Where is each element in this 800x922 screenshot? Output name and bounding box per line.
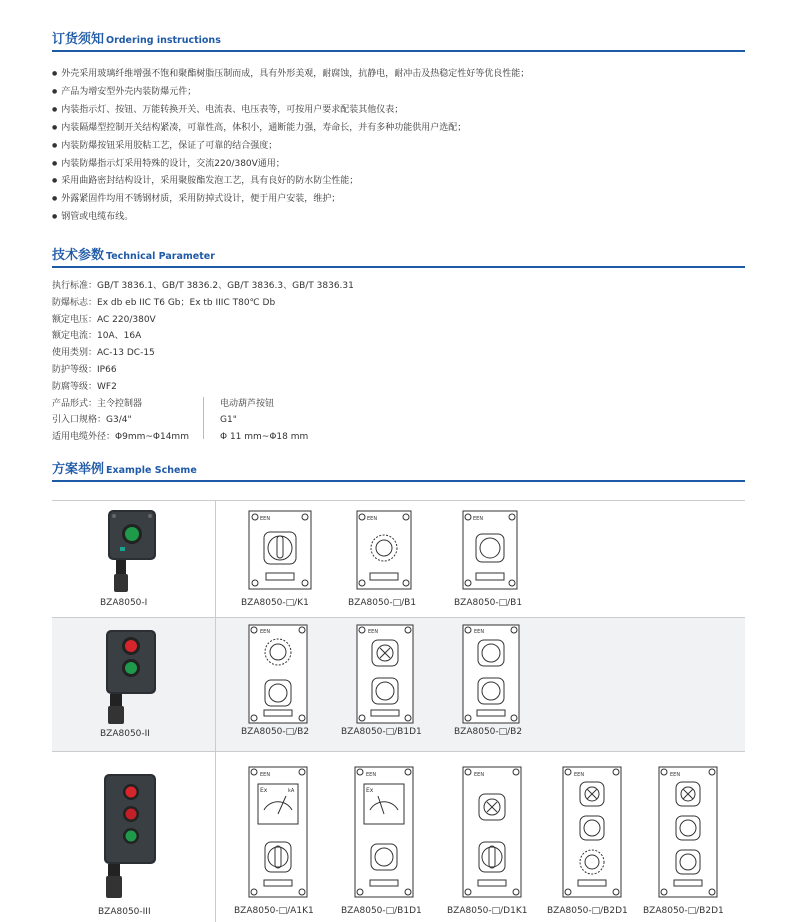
cable-gland-icon xyxy=(110,694,122,708)
param-label: 防腐等级： xyxy=(52,381,98,392)
panel-b2-drawing xyxy=(462,624,520,724)
logo-text: EEN xyxy=(366,772,377,778)
list-item: ● 内装指示灯、按钮、万能转换开关、电流表、电压表等，可按用户要求配装其他仪表； xyxy=(52,102,752,120)
technical-section-header xyxy=(52,246,745,268)
red-button-icon xyxy=(126,809,137,820)
screw-icon xyxy=(112,514,116,518)
cable-gland-icon xyxy=(108,864,120,878)
param-value-2: 电动葫芦按钮 xyxy=(220,398,275,409)
param-label: 使用类别： xyxy=(52,348,98,359)
panel-caption: BZA8050-□/B2 xyxy=(454,727,523,737)
green-button-icon xyxy=(126,831,137,842)
scheme-title-en: Example Scheme xyxy=(106,465,197,476)
scheme-table xyxy=(52,500,745,922)
ordering-section-header xyxy=(52,30,745,52)
param-value-2: G1" xyxy=(220,415,237,426)
scheme-title-cn: 方案举例 xyxy=(52,462,105,477)
panel-b2-drawing xyxy=(248,624,308,724)
param-row xyxy=(52,412,752,429)
panel-caption: BZA8050-□/K1 xyxy=(241,598,309,608)
panel-caption: BZA8050-□/B2D1 xyxy=(547,906,628,916)
param-value: AC 220/380V xyxy=(97,314,156,325)
param-value: 10A、16A xyxy=(97,331,142,342)
logo-text: EEN xyxy=(574,772,585,778)
panel-b1d1-drawing xyxy=(356,624,414,724)
param-value: Φ9mm~Φ14mm xyxy=(115,432,189,443)
panel-b2d1-drawing xyxy=(658,766,718,898)
param-value: IP66 xyxy=(97,364,117,375)
param-label: 产品形式： xyxy=(52,398,98,409)
ordering-title-cn: 订货须知 xyxy=(52,32,105,47)
green-button-icon xyxy=(125,527,139,541)
panel-caption: BZA8050-□/B1 xyxy=(348,598,417,608)
cable-gland-icon xyxy=(116,560,126,574)
panel-a1k1-drawing xyxy=(248,766,308,898)
panel-b1-drawing xyxy=(356,510,412,590)
cable-gland-icon xyxy=(106,876,122,898)
technical-title-cn: 技术参数 xyxy=(52,248,105,263)
panel-b2d1-drawing xyxy=(562,766,622,898)
enclosure-1-photo xyxy=(104,508,162,596)
technical-title-en: Technical Parameter xyxy=(106,251,215,262)
logo-text: EEN xyxy=(473,516,484,522)
logo-text: EEN xyxy=(260,516,271,522)
panel-caption: BZA8050-□/B1D1 xyxy=(341,727,422,737)
logo-text: EEN xyxy=(368,629,379,635)
list-item: ● 钢管或电缆布线。 xyxy=(52,209,752,227)
panel-caption: BZA8050-□/B1D1 xyxy=(341,906,422,916)
meter-unit: kA xyxy=(288,788,295,794)
param-label: 额定电流： xyxy=(52,331,98,342)
param-row xyxy=(52,312,752,329)
param-value: G3/4" xyxy=(106,415,132,426)
enclosure-2-photo xyxy=(102,628,162,728)
param-value: GB/T 3836.1、GB/T 3836.2、GB/T 3836.3、GB/T 3836.31 xyxy=(97,281,354,291)
param-value: WF2 xyxy=(97,381,117,392)
panel-caption: BZA8050-□/D1K1 xyxy=(447,906,528,916)
param-value: Ex db eb IIC T6 Gb；Ex tb IIIC T80℃ Db xyxy=(97,297,276,308)
ordering-title-en: Ordering instructions xyxy=(106,35,221,46)
panel-caption: BZA8050-□/B2D1 xyxy=(643,906,724,916)
param-row xyxy=(52,396,752,413)
red-indicator-icon xyxy=(126,787,137,798)
param-label: 执行标准： xyxy=(52,281,98,291)
meter-label: Ex xyxy=(366,787,374,794)
panel-caption: BZA8050-□/B1 xyxy=(454,598,523,608)
param-row xyxy=(52,328,752,345)
scheme-column-divider xyxy=(215,500,216,922)
param-value-2: Φ 11 mm~Φ18 mm xyxy=(220,432,309,443)
enclosure-3-photo xyxy=(100,772,162,904)
param-row xyxy=(52,345,752,362)
param-label: 引入口规格： xyxy=(52,415,107,426)
product-name: BZA8050-II xyxy=(100,729,150,739)
param-value: 主令控制器 xyxy=(97,398,143,409)
ordering-list xyxy=(52,66,752,227)
param-column-divider xyxy=(203,397,204,439)
list-item: ● 采用曲路密封结构设计，采用聚胺酯发泡工艺，具有良好的防水防尘性能； xyxy=(52,173,752,191)
param-label: 防护等级： xyxy=(52,364,98,375)
cable-gland-icon xyxy=(114,574,128,592)
list-item: ● 外露紧固件均用不锈钢材质，采用防掉式设计，便于用户安装，维护； xyxy=(52,191,752,209)
param-row xyxy=(52,379,752,396)
technical-parameter-table xyxy=(52,278,752,446)
list-item: ● 内装防爆按钮采用胶粘工艺，保证了可靠的结合强度； xyxy=(52,138,752,156)
param-row xyxy=(52,295,752,312)
param-label: 适用电缆外径： xyxy=(52,432,116,443)
scheme-section-header xyxy=(52,460,745,482)
screw-icon xyxy=(148,514,152,518)
logo-text: EEN xyxy=(474,629,485,635)
label-plate xyxy=(120,547,125,551)
param-label: 防爆标志： xyxy=(52,297,98,308)
panel-b1-drawing xyxy=(462,510,518,590)
panel-k1-drawing xyxy=(248,510,312,590)
param-row xyxy=(52,362,752,379)
param-row xyxy=(52,278,752,295)
param-value: AC-13 DC-15 xyxy=(97,348,155,359)
panel-caption: BZA8050-□/A1K1 xyxy=(234,906,314,916)
logo-text: EEN xyxy=(670,772,681,778)
param-row xyxy=(52,429,752,446)
logo-text: EEN xyxy=(260,629,271,635)
list-item: ● 内装隔爆型控制开关结构紧凑，可靠性高，体积小，通断能力强，寿命长，并有多种功能供用户选配； xyxy=(52,120,752,138)
logo-text: EEN xyxy=(474,772,485,778)
panel-caption: BZA8050-□/B2 xyxy=(241,727,310,737)
logo-text: EEN xyxy=(367,516,378,522)
list-item: ● 产品为增安型外壳内装防爆元件； xyxy=(52,84,752,102)
green-button-icon xyxy=(125,662,137,674)
panel-d1k1-drawing xyxy=(462,766,522,898)
cable-gland-icon xyxy=(108,706,124,724)
list-item: ● 外壳采用玻璃纤维增强不饱和聚酯树脂压制而成，具有外形美观，耐腐蚀，抗静电，耐冲击及热稳定性好等优良性能； xyxy=(52,66,752,84)
red-button-icon xyxy=(125,640,137,652)
meter-label: Ex xyxy=(260,787,268,794)
logo-text: EEN xyxy=(260,772,271,778)
product-name: BZA8050-I xyxy=(100,598,148,608)
product-name: BZA8050-III xyxy=(98,907,151,917)
list-item: ● 内装防爆指示灯采用特殊的设计，交流220/380V通用； xyxy=(52,156,752,174)
panel-b1d1-drawing xyxy=(354,766,414,898)
param-label: 额定电压： xyxy=(52,314,98,325)
